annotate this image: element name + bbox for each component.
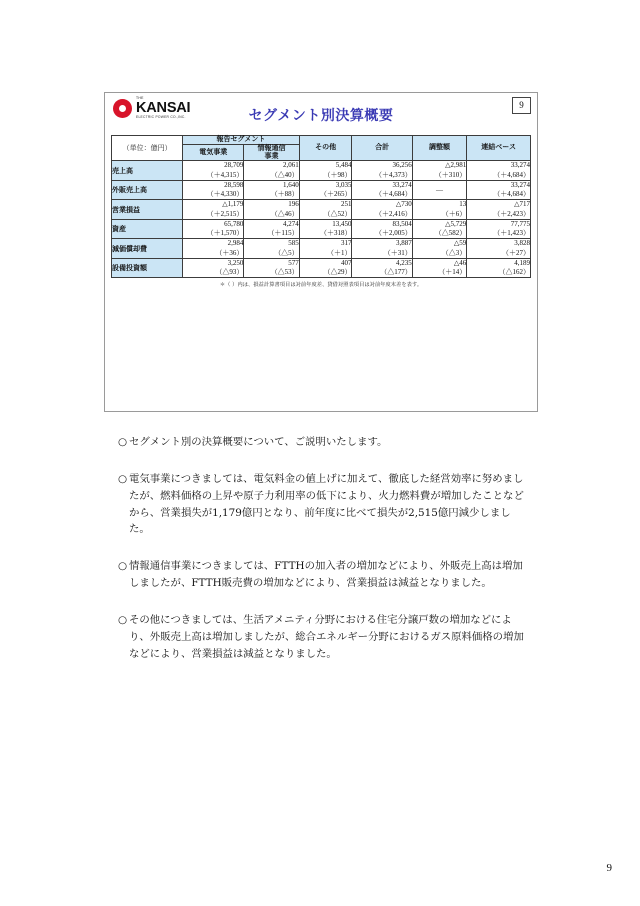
table-cell <box>244 180 299 199</box>
table-cell <box>467 258 531 277</box>
segment-results-table <box>111 135 531 278</box>
table-cell <box>244 161 299 180</box>
table-cell <box>244 239 299 258</box>
cell-delta: （＋31） <box>383 248 412 257</box>
column-header-adjustment: 調整額 <box>412 136 466 161</box>
cell-value: 36,256 <box>392 161 412 170</box>
cell-delta: （＋36） <box>215 248 244 257</box>
cell-value: 28,598 <box>224 180 244 189</box>
column-header-total: 合計 <box>352 136 412 161</box>
cell-value: 13 <box>459 200 467 209</box>
column-header-infocom-line2: 事業 <box>264 151 279 160</box>
table-cell <box>412 239 466 258</box>
cell-delta: （＋318） <box>319 229 352 238</box>
cell-delta: （＋4,373） <box>375 170 412 179</box>
cell-value: 577 <box>288 258 299 267</box>
row-label: 減価償却費 <box>112 239 183 258</box>
table-row <box>112 219 531 238</box>
cell-delta: （＋4,330） <box>206 190 244 199</box>
body-paragraph-text: 情報通信事業につきましては、FTTHの加入者の増加などにより、外販売上高は増加しましたが、FTTH販売費の増加などにより、営業損益は減益となりました。 <box>129 560 523 590</box>
cell-value: 2,061 <box>282 161 299 170</box>
cell-delta: （△582） <box>434 229 467 238</box>
cell-delta: （△46） <box>270 209 299 218</box>
table-cell <box>299 258 352 277</box>
body-paragraph <box>118 612 528 663</box>
body-paragraph-text: セグメント別の決算概要について、ご説明いたします。 <box>129 436 388 448</box>
table-cell <box>299 239 352 258</box>
table-header-row-1 <box>112 136 531 145</box>
column-header-infocom-line1: 情報通信 <box>257 143 286 152</box>
table-row <box>112 239 531 258</box>
table-cell <box>299 161 352 180</box>
row-label: 売上高 <box>112 161 183 180</box>
cell-value: 33,274 <box>510 180 530 189</box>
cell-value: △59 <box>453 239 467 248</box>
table-cell <box>412 200 466 219</box>
cell-delta: （＋310） <box>434 170 467 179</box>
table-cell <box>467 239 531 258</box>
cell-value: 33,274 <box>510 161 530 170</box>
table-row <box>112 161 531 180</box>
cell-delta: （△177） <box>380 268 412 277</box>
cell-value: △5,729 <box>445 219 467 228</box>
cell-value: 251 <box>340 200 352 209</box>
table-cell <box>244 200 299 219</box>
cell-delta: （＋1,423） <box>493 229 530 238</box>
cell-value: 585 <box>288 239 299 248</box>
cell-delta: （＋4,684） <box>375 190 412 199</box>
cell-delta: （＋1,570） <box>206 229 244 238</box>
table-footnote: ＊（ ）内は、損益計算書項目は対前年度差、貸借対照表項目は対前年度末差を表す。 <box>219 282 423 289</box>
column-header-other: その他 <box>299 136 352 161</box>
table-cell <box>299 180 352 199</box>
cell-delta: （△53） <box>270 268 299 277</box>
cell-value: 4,189 <box>514 258 530 267</box>
row-label: 外販売上高 <box>112 180 183 199</box>
cell-value: △730 <box>395 200 412 209</box>
table-cell <box>352 219 412 238</box>
bullet-circle-icon: ○ <box>118 472 128 485</box>
table-cell <box>299 219 352 238</box>
body-paragraph <box>118 471 528 538</box>
cell-delta: （△93） <box>215 268 244 277</box>
cell-value: 13,450 <box>332 219 352 228</box>
body-paragraph <box>118 434 528 451</box>
table-cell <box>183 180 244 199</box>
cell-delta: （△40） <box>270 170 299 179</box>
column-header-information-communication <box>244 144 299 161</box>
cell-value: 65,780 <box>224 219 244 228</box>
table-row <box>112 180 531 199</box>
cell-value: 83,504 <box>392 219 412 228</box>
cell-value: △717 <box>514 200 530 209</box>
cell-delta: （＋98） <box>323 170 352 179</box>
bullet-circle-icon: ○ <box>118 436 128 448</box>
unit-label-cell: （単位：億円） <box>112 136 183 161</box>
cell-value: 317 <box>340 239 352 248</box>
cell-delta: （＋4,684） <box>493 190 530 199</box>
body-paragraph-text: 電気事業につきましては、電気料金の値上げに加えて、徹底した経営効率に努めましたが、燃料価格の上昇や原子力利用率の低下により、火力燃料費が増加したことなどから、営業損失が1,179億円となり、前年度に比べて損失が2,515億円減少しました。 <box>129 472 524 536</box>
table-cell <box>352 239 412 258</box>
table-cell <box>352 161 412 180</box>
cell-value: 28,709 <box>224 161 244 170</box>
table-cell <box>299 200 352 219</box>
cell-value: 196 <box>288 200 299 209</box>
cell-delta: （＋1） <box>326 248 352 257</box>
cell-value: 3,887 <box>396 239 412 248</box>
table-cell <box>183 161 244 180</box>
cell-value: 2,984 <box>227 239 244 248</box>
table-cell <box>244 219 299 238</box>
cell-delta: （△162） <box>498 268 530 277</box>
slide-frame <box>104 92 538 412</box>
cell-delta: （＋6） <box>441 209 467 218</box>
cell-delta: （＋2,416） <box>375 209 412 218</box>
table-cell <box>183 219 244 238</box>
body-paragraph-text: その他につきましては、生活アメニティ分野における住宅分譲戸数の増加などにより、外販売上高は増加しましたが、総合エネルギー分野におけるガス原料価格の増加などにより、営業損益は減益となりました。 <box>129 613 524 660</box>
cell-value: 4,235 <box>396 258 412 267</box>
slide-header <box>105 93 537 133</box>
cell-value: 33,274 <box>392 180 412 189</box>
table-cell <box>183 239 244 258</box>
bullet-circle-icon: ○ <box>118 613 128 626</box>
cell-value: 3,828 <box>514 239 530 248</box>
table-row <box>112 200 531 219</box>
cell-delta: （＋115） <box>267 229 299 238</box>
column-header-electric-power: 電気事業 <box>183 144 244 161</box>
logo-name-label: KANSAI <box>136 99 191 116</box>
cell-value: 3,250 <box>227 258 244 267</box>
table-cell <box>467 200 531 219</box>
segment-table-container <box>111 135 531 288</box>
cell-value: — <box>436 186 444 195</box>
row-label: 営業損益 <box>112 200 183 219</box>
cell-value: 3,035 <box>335 180 352 189</box>
cell-delta: （＋4,684） <box>493 170 530 179</box>
cell-delta: （＋88） <box>270 190 299 199</box>
row-label: 設備投資額 <box>112 258 183 277</box>
table-cell <box>244 258 299 277</box>
table-cell <box>183 200 244 219</box>
table-cell <box>352 200 412 219</box>
cell-delta: （△3） <box>441 248 467 257</box>
cell-value: 5,484 <box>335 161 352 170</box>
body-paragraph <box>118 558 528 592</box>
cell-delta: （＋2,005） <box>375 229 412 238</box>
cell-delta: （△52） <box>323 209 352 218</box>
table-cell <box>352 258 412 277</box>
cell-delta: （＋27） <box>502 248 530 257</box>
group-header-reporting-segment: 報告セグメント <box>183 136 299 145</box>
cell-value: 77,775 <box>510 219 530 228</box>
cell-value: 407 <box>340 258 352 267</box>
cell-delta: （△5） <box>274 248 299 257</box>
cell-value: 4,274 <box>282 219 299 228</box>
segment-table-body <box>112 161 531 278</box>
table-cell <box>183 258 244 277</box>
table-cell <box>352 180 412 199</box>
table-cell <box>467 180 531 199</box>
cell-value: 1,640 <box>282 180 299 189</box>
cell-delta: （＋2,515） <box>206 209 244 218</box>
page-footer-number: 9 <box>606 862 612 874</box>
table-cell <box>412 258 466 277</box>
slide-number-badge: 9 <box>512 97 531 114</box>
cell-delta: （＋265） <box>319 190 352 199</box>
cell-value: △1,179 <box>222 200 244 209</box>
logo-the-label: THE <box>136 96 144 100</box>
row-label: 資産 <box>112 219 183 238</box>
bullet-circle-icon: ○ <box>118 560 128 573</box>
table-cell <box>467 161 531 180</box>
cell-delta: （＋14） <box>438 268 467 277</box>
cell-value: △2,981 <box>445 161 467 170</box>
logo-sub-label: ELECTRIC POWER CO.,INC. <box>136 114 186 119</box>
cell-delta: （＋4,315） <box>206 170 244 179</box>
body-text-block <box>118 434 528 682</box>
cell-delta: （△29） <box>323 268 352 277</box>
table-cell-empty <box>412 180 466 199</box>
column-header-consolidated: 連結ベース <box>467 136 531 161</box>
cell-delta: （＋2,423） <box>493 209 530 218</box>
page-title: セグメント別決算概要 <box>248 108 394 124</box>
table-row <box>112 258 531 277</box>
cell-value: △46 <box>453 258 467 267</box>
table-cell <box>467 219 531 238</box>
table-cell <box>412 219 466 238</box>
table-cell <box>412 161 466 180</box>
